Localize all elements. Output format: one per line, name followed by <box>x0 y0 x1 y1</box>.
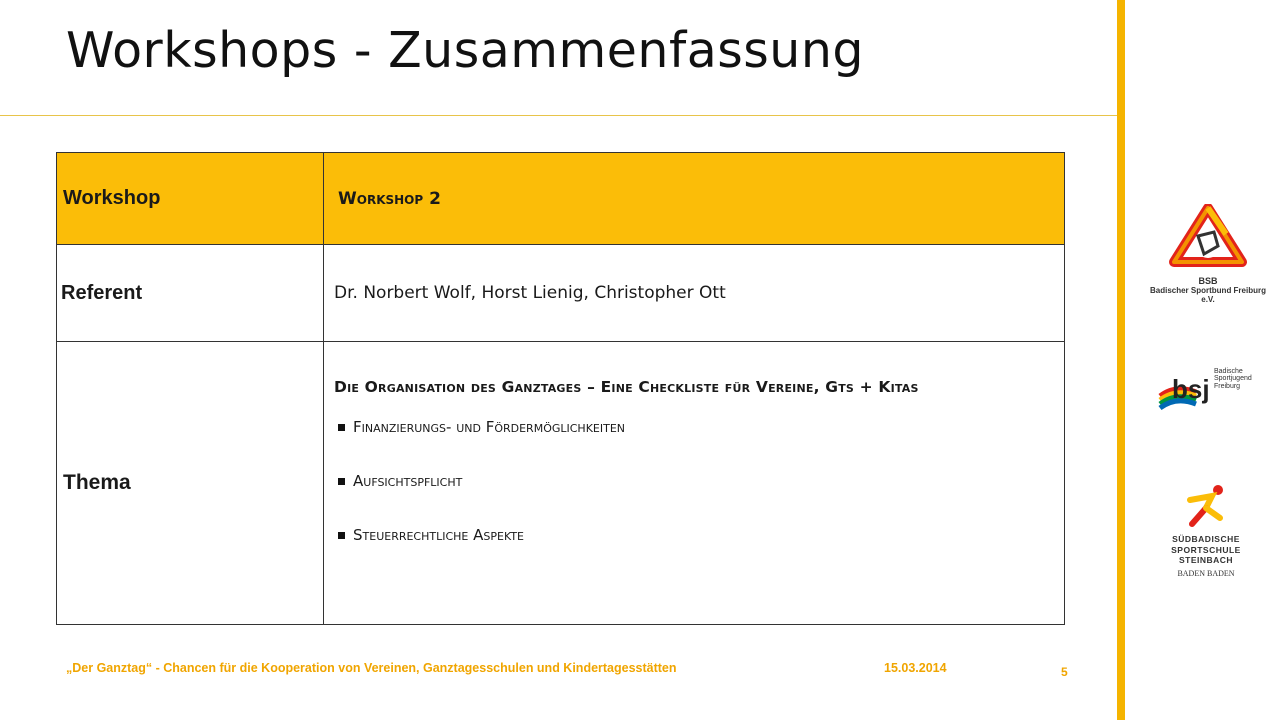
bsb-abbr: BSB <box>1198 276 1218 286</box>
sportschule-city: BADEN BADEN <box>1177 568 1235 578</box>
bsj-name: Badische Sportjugend Freiburg <box>1214 368 1252 390</box>
runner-emblem-icon <box>1176 484 1236 530</box>
bsb-name: Badischer Sportbund Freiburg e.V. <box>1149 286 1266 304</box>
referent-value-cell: Dr. Norbert Wolf, Horst Lienig, Christopher Ott <box>324 245 1065 342</box>
referent-key-cell: Referent <box>57 245 324 342</box>
header-key-cell: Workshop <box>57 153 324 245</box>
sportschule-line2: SPORTSCHULE <box>1171 544 1241 555</box>
thema-value-cell <box>324 342 1065 625</box>
header-value-cell: Workshop 2 <box>324 153 1065 245</box>
sportschule-logo <box>1170 484 1242 578</box>
subtopic-label: Aufsichtspflicht <box>353 472 463 490</box>
title-divider <box>0 115 1120 116</box>
footer-caption: „Der Ganztag“ - Chancen für die Kooperation von Vereinen, Ganztagesschulen und Kindertagesstätten <box>66 661 677 675</box>
footer-date: 15.03.2014 <box>884 661 947 675</box>
square-bullet-icon <box>338 478 345 485</box>
bsj-logo <box>1156 366 1266 416</box>
list-item <box>338 526 1063 544</box>
table-header-row <box>57 153 1065 245</box>
page-title: Workshops - Zusammenfassung <box>66 22 865 79</box>
bsb-emblem-icon <box>1168 204 1248 272</box>
subtopic-label: Steuerrechtliche Aspekte <box>353 526 524 544</box>
page-number: 5 <box>1061 665 1068 679</box>
accent-vertical-bar <box>1117 0 1125 720</box>
table-row-thema <box>57 342 1065 625</box>
thema-subtopic-list <box>334 418 1063 544</box>
list-item <box>338 472 1063 490</box>
bsb-logo <box>1148 204 1268 304</box>
table-row-referent <box>57 245 1065 342</box>
square-bullet-icon <box>338 532 345 539</box>
bsj-emblem-icon <box>1156 366 1216 412</box>
square-bullet-icon <box>338 424 345 431</box>
svg-text:bsj: bsj <box>1172 374 1210 404</box>
list-item <box>338 418 1063 436</box>
thema-topic: Die Organisation des Ganztages – Eine Checkliste für Vereine, Gts + Kitas <box>334 378 919 396</box>
sportschule-line3: STEINBACH <box>1178 555 1234 566</box>
subtopic-label: Finanzierungs- und Fördermöglichkeiten <box>353 418 626 436</box>
workshop-table <box>56 152 1065 625</box>
thema-key-cell: Thema <box>57 342 324 625</box>
sportschule-line1: SÜDBADISCHE <box>1172 534 1240 544</box>
